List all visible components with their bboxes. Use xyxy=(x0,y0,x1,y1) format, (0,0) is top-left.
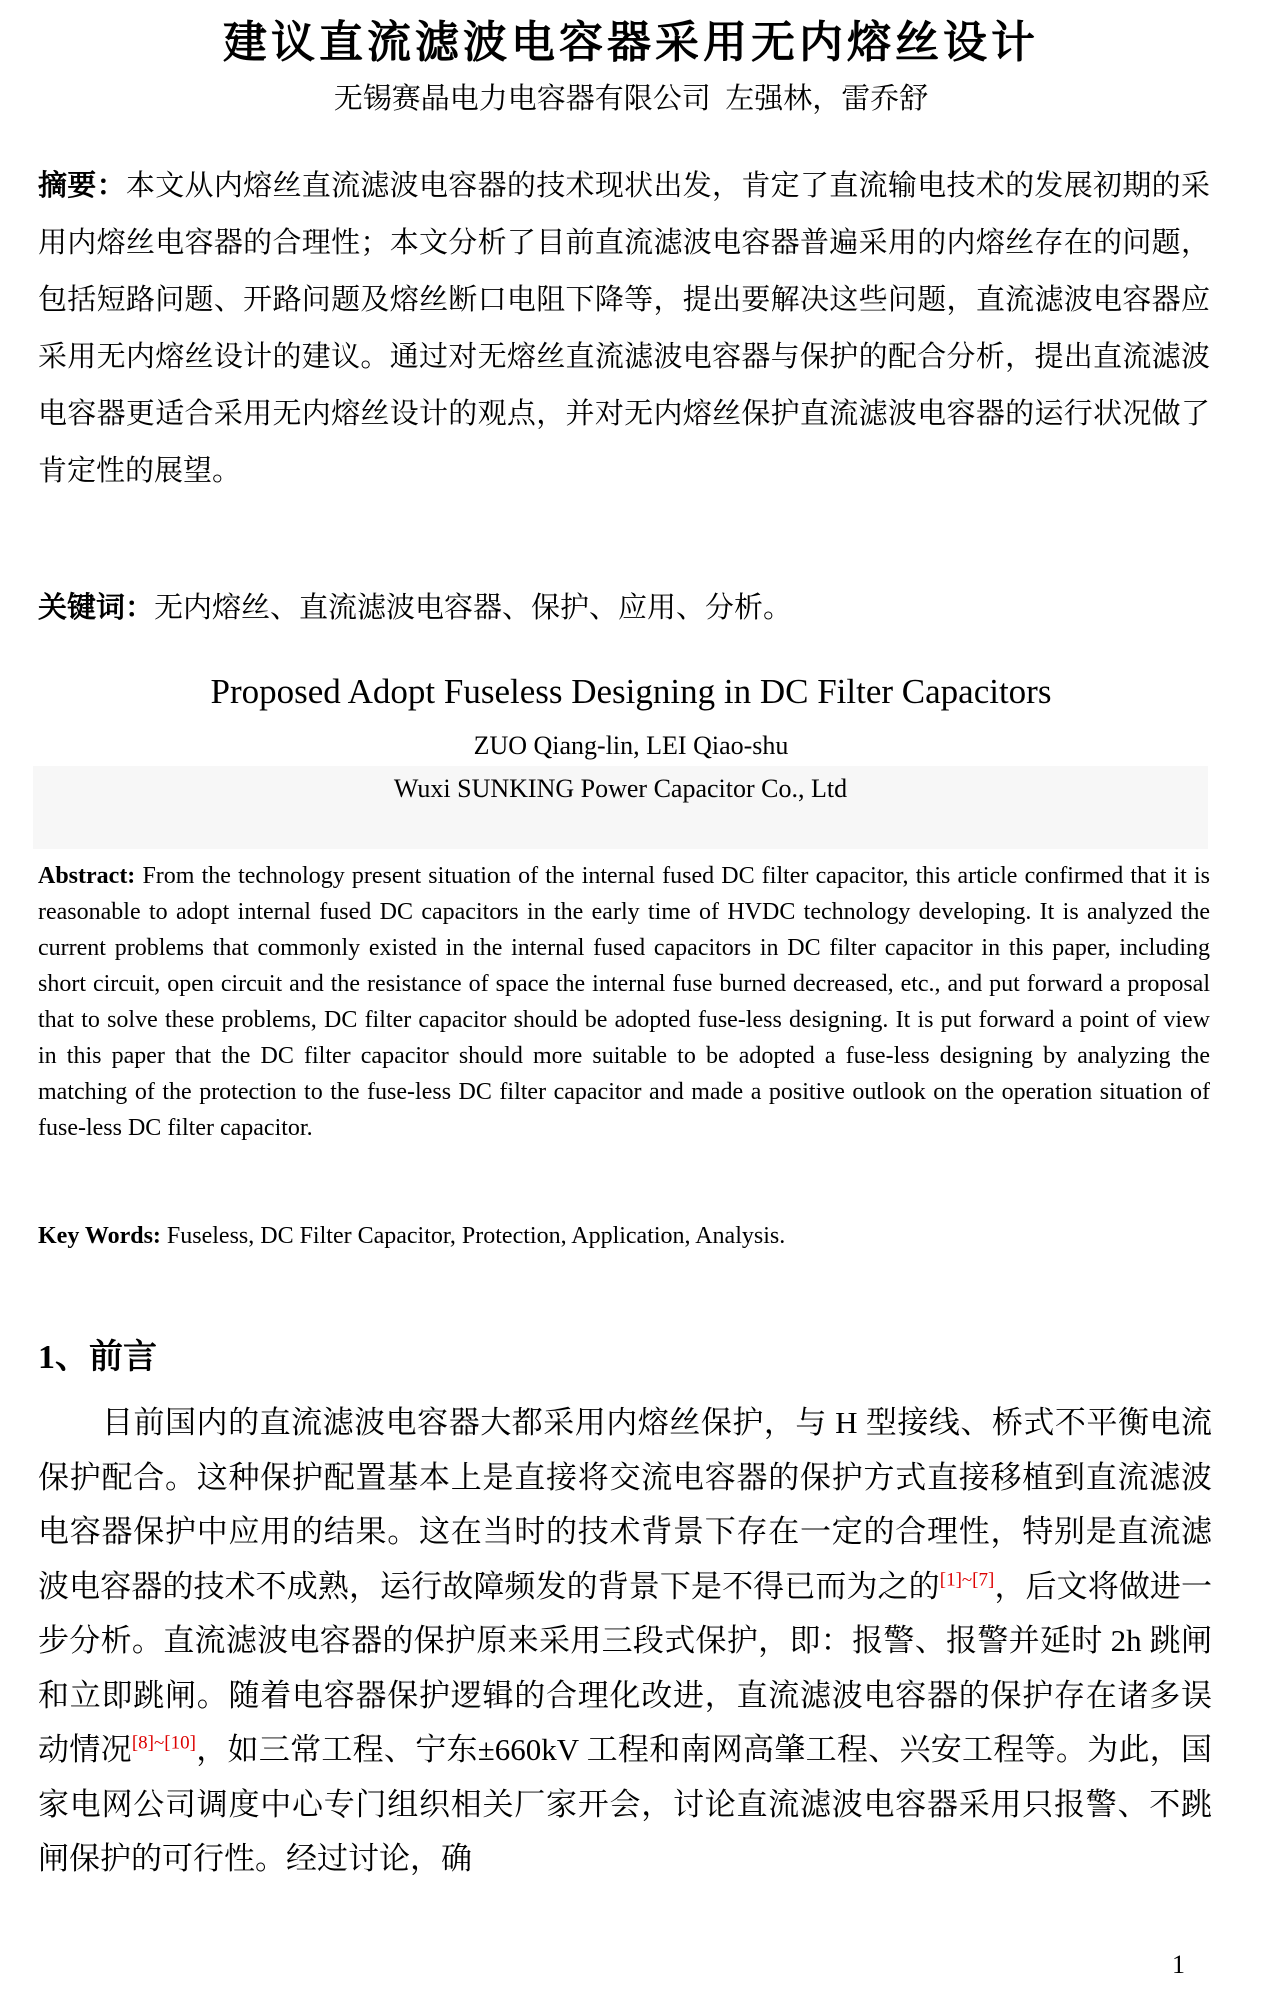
chinese-abstract-text: 本文从内熔丝直流滤波电容器的技术现状出发，肯定了直流输电技术的发展初期的采用内熔丝电容器的合理性；本文分析了目前直流滤波电容器普遍采用的内熔丝存在的问题，包括短路问题、开路问题及熔丝断口电阻下降等，提出要解决这些问题，直流滤波电容器应采用无内熔丝设计的建议。通过对无熔丝直流滤波电容器与保护的配合分析，提出直流滤波电容器更适合采用无内熔丝设计的观点，并对无内熔丝保护直流滤波电容器的运行状况做了肯定性的展望。 xyxy=(38,170,1210,487)
affiliation-english: Wuxi SUNKING Power Capacitor Co., Ltd xyxy=(393,774,848,803)
english-abstract-label: Abstract: xyxy=(38,863,136,889)
english-abstract xyxy=(38,858,1210,1146)
chinese-keywords-label: 关键词： xyxy=(38,592,155,624)
english-keywords-text: Fuseless, DC Filter Capacitor, Protection, Application, Analysis. xyxy=(160,1223,786,1249)
chinese-keywords xyxy=(38,580,1210,637)
chinese-abstract-label: 摘要： xyxy=(38,170,126,202)
authors-affiliation-chinese: 无锡赛晶电力电容器有限公司 左强林，雷乔舒 xyxy=(333,83,929,115)
affiliation-highlight-block xyxy=(33,766,1208,849)
section-1-heading: 1、前言 xyxy=(38,1339,157,1376)
paper-title-english: Proposed Adopt Fuseless Designing in DC Filter Capacitors xyxy=(210,672,1052,711)
chinese-keywords-text: 无内熔丝、直流滤波电容器、保护、应用、分析。 xyxy=(154,592,793,624)
paper-title-chinese: 建议直流滤波电容器采用无内熔丝设计 xyxy=(223,18,1039,67)
english-keywords xyxy=(38,1218,1210,1254)
chinese-abstract xyxy=(38,158,1210,500)
authors-english: ZUO Qiang-lin, LEI Qiao-shu xyxy=(473,731,789,760)
page-number: 1 xyxy=(1172,1950,1185,1979)
english-keywords-label: Key Words: xyxy=(38,1223,161,1249)
section-1-paragraph: 目前国内的直流滤波电容器大都采用内熔丝保护，与 H 型接线、桥式不平衡电流保护配合。这种保护配置基本上是直接将交流电容器的保护方式直接移植到直流滤波电容器保护中应用的结果。这在当时的技术背景下存在一定的合理性，特别是直流滤波电容器的技术不成熟，运行故障频发的背景下是不得已而为之的[1]~[7]，后文将做进一步分析。直流滤波电容器的保护原来采用三段式保护，即：报警、报警并延时 2h 跳闸和立即跳闸。随着电容器保护逻辑的合理化改进，直流滤波电容器的保护存在诸多误动情况[8]~[10]，如三常工程、宁东±660kV 工程和南网高肇工程、兴安工程等。为此，国家电网公司调度中心专门组织相关厂家开会，讨论直流滤波电容器采用只报警、不跳闸保护的可行性。经过讨论，确 xyxy=(38,1405,1213,1876)
english-abstract-text: From the technology present situation of the internal fused DC filter capacitor, this article confirmed that it is reasonable to adopt internal fused DC capacitors in the early time of HVDC technology developing. It is analyzed the current problems that commonly existed in the internal fused capacitors in DC filter capacitor in this paper, including short circuit, open circuit and the resistance of space the internal fuse burned decreased, etc., and put forward a proposal that to solve these problems, DC filter capacitor should be adopted fuse-less designing. It is put forward a point of view in this paper that the DC filter capacitor should more suitable to be adopted a fuse-less designing by analyzing the matching of the protection to the fuse-less DC filter capacitor and made a positive outlook on the operation situation of fuse-less DC filter capacitor. xyxy=(38,863,1210,1141)
